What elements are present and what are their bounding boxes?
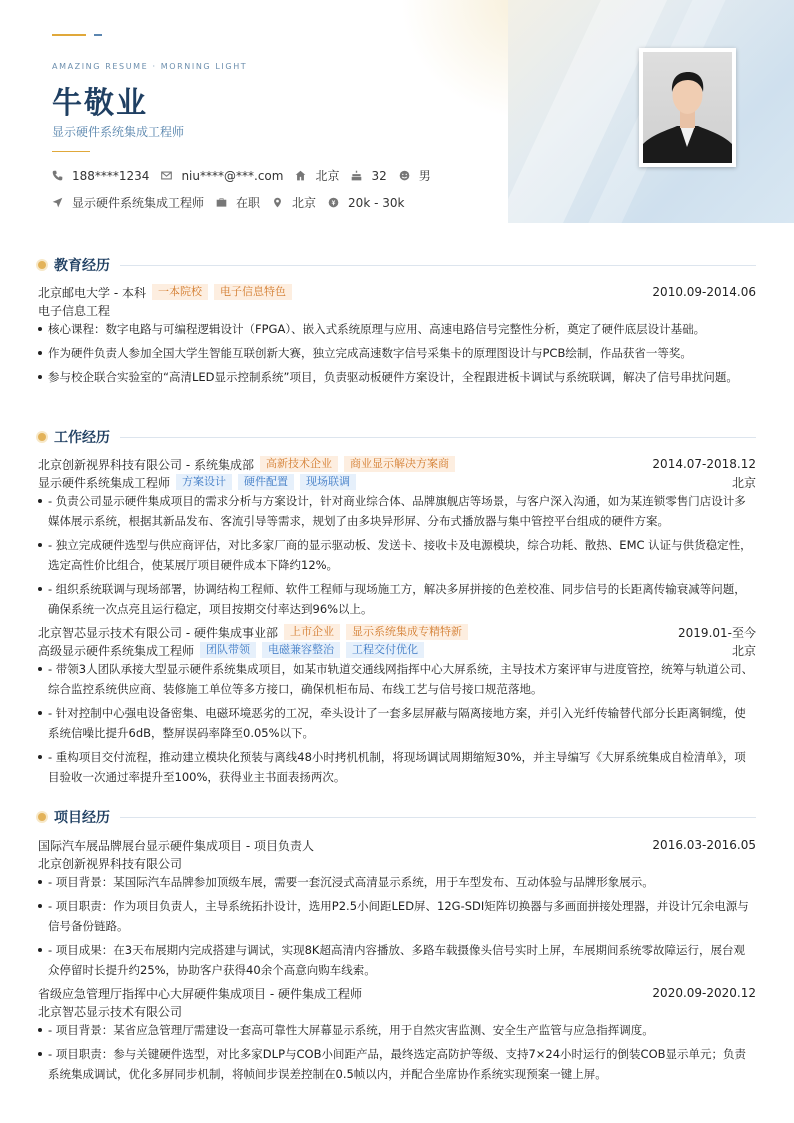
profile-photo-frame bbox=[639, 48, 736, 167]
intent-position bbox=[52, 194, 204, 211]
coin-icon bbox=[328, 197, 339, 208]
section-rule bbox=[120, 437, 756, 438]
education-bullets bbox=[38, 319, 756, 391]
list-item: - 项目职责：作为项目负责人，主导系统拓扑设计，选用P2.5小间距LED屏、12G-SDI矩阵切换器与多画面拼接处理器，并设计冗余电源与信号备份链路。 bbox=[38, 896, 756, 936]
list-item: - 组织系统联调与现场部署，协调结构工程师、软件工程师与现场施工方，解决多屏拼接的色差校准、同步信号的长距离传输衰减等问题，确保系统一次点亮且运行稳定，项目按期交付率达到96%以上。 bbox=[38, 579, 756, 619]
company-name: 北京智芯显示技术有限公司 - 硬件集成事业部 bbox=[38, 625, 278, 640]
project-company: 北京创新视界科技有限公司 bbox=[38, 856, 183, 871]
list-item: 作为硬件负责人参加全国大学生智能互联创新大赛，独立完成高速数字信号采集卡的原理图设计与PCB绘制，作品获省一等奖。 bbox=[38, 343, 756, 363]
project-name-line bbox=[38, 836, 756, 854]
position-name: 高级显示硬件系统集成工程师 bbox=[38, 643, 195, 658]
person-silhouette bbox=[643, 52, 732, 163]
contact-phone bbox=[52, 169, 149, 183]
list-item: 参与校企联合实验室的“高清LED显示控制系统”项目，负责驱动板硬件方案设计，全程跟进板卡调试与系统联调，解决了信号串扰问题。 bbox=[38, 367, 756, 387]
education-date: 2010.09-2014.06 bbox=[652, 285, 756, 299]
contact-email bbox=[161, 169, 283, 183]
list-item: - 项目背景：某省应急管理厅需建设一套高可靠性大屏幕显示系统，用于自然灾害监测、安全生产监管与应急指挥调度。 bbox=[38, 1020, 756, 1040]
list-item: - 独立完成硬件选型与供应商评估，对比多家厂商的显示驱动板、发送卡、接收卡及电源模块，综合功耗、散热、EMC 认证与供货稳定性，选定高性价比组合，使某展厅项目硬件成本下降约12%。 bbox=[38, 535, 756, 575]
position-tag: 硬件配置 bbox=[238, 474, 294, 490]
title-underline bbox=[52, 151, 90, 152]
briefcase-icon bbox=[216, 197, 227, 208]
list-item: - 针对控制中心强电设备密集、电磁环境恶劣的工况，牵头设计了一套多层屏蔽与隔离接地方案，并引入光纤传输替代部分长距离铜缆，使系统信噪比提升6dB，整屏误码率降至0.05%以下。 bbox=[38, 703, 756, 743]
position-name: 显示硬件系统集成工程师 bbox=[38, 475, 171, 490]
candidate-title: 显示硬件系统集成工程师 bbox=[52, 125, 185, 139]
section-dot bbox=[38, 433, 46, 441]
section-dot bbox=[38, 813, 46, 821]
section-title: 教育经历 bbox=[54, 258, 110, 274]
job-date: 2014.07-2018.12 bbox=[652, 457, 756, 471]
candidate-name: 牛敬业 bbox=[52, 86, 148, 121]
section-rule bbox=[120, 817, 756, 818]
contact-home bbox=[295, 167, 339, 184]
home-text: 北京 bbox=[315, 169, 340, 183]
school-tag: 一本院校 bbox=[152, 284, 208, 300]
education-major-line bbox=[38, 301, 756, 319]
tagline: AMAZING RESUME · MORNING LIGHT bbox=[52, 62, 248, 71]
list-item: - 项目职责：参与关键硬件选型，对比多家DLP与COB小间距产品，最终选定高防护等级、支持7×24小时运行的倒装COB显示单元；负责系统集成调试，优化多屏同步机制，将帧间步误差控制在0.5帧以内，并配合坐席协作系统实现预案一键上屏。 bbox=[38, 1044, 756, 1084]
section-rule bbox=[120, 265, 756, 266]
section-projects bbox=[38, 807, 756, 827]
mail-icon bbox=[161, 170, 172, 181]
phone-icon bbox=[52, 170, 63, 181]
intent-status bbox=[216, 194, 260, 211]
list-item: - 负责公司显示硬件集成项目的需求分析与方案设计，针对商业综合体、品牌旗舰店等场景，与客户深入沟通，如为某连锁零售门店设计多媒体展示系统，根据其新品发布、客流引导等需求，规划了由多块异形屏、分布式播放器与集中管控平台组成的硬件方案。 bbox=[38, 491, 756, 531]
cake-icon bbox=[351, 170, 362, 181]
job-date: 2019.01-至今 bbox=[678, 625, 756, 640]
smile-icon bbox=[399, 170, 410, 181]
contact-age bbox=[351, 169, 386, 183]
list-item: - 带领3人团队承接大型显示硬件系统集成项目，如某市轨道交通线网指挥中心大屏系统，主导技术方案评审与进度管控，统筹与轨道公司、综合监控系统供应商、装修施工单位等多方接口，确保机柜布局、布线工艺与信号接口规范落地。 bbox=[38, 659, 756, 699]
gender-text: 男 bbox=[418, 169, 431, 183]
job-bullets bbox=[38, 491, 756, 623]
project-date: 2016.03-2016.05 bbox=[652, 838, 756, 852]
list-item: 核心课程：数字电路与可编程逻辑设计（FPGA）、嵌入式系统原理与应用、高速电路信号完整性分析，奠定了硬件底层设计基础。 bbox=[38, 319, 756, 339]
school-name: 北京邮电大学 - 本科 bbox=[38, 285, 146, 300]
company-tag: 高新技术企业 bbox=[260, 456, 338, 472]
project-company-line bbox=[38, 854, 756, 872]
project-name: 省级应急管理厅指挥中心大屏硬件集成项目 - 硬件集成工程师 bbox=[38, 986, 362, 1001]
contact-gender bbox=[399, 167, 431, 184]
school-tag: 电子信息特色 bbox=[214, 284, 292, 300]
email-text: niu****@***.com bbox=[181, 168, 284, 183]
home-icon bbox=[295, 170, 306, 181]
list-item: - 项目背景：某国际汽车品牌参加顶级车展，需要一套沉浸式高清显示系统，用于车型发布、互动体验与品牌形象展示。 bbox=[38, 872, 756, 892]
phone-text: 188****1234 bbox=[72, 168, 150, 183]
job-company-line bbox=[38, 623, 756, 641]
job-city: 北京 bbox=[731, 643, 756, 658]
project-date: 2020.09-2020.12 bbox=[652, 986, 756, 1000]
project-name: 国际汽车展品牌展台显示硬件集成项目 - 项目负责人 bbox=[38, 838, 314, 853]
position-tag: 团队带领 bbox=[200, 642, 256, 658]
job-city: 北京 bbox=[731, 475, 756, 490]
accent-line-blue bbox=[94, 34, 102, 36]
list-item: - 重构项目交付流程，推动建立模块化预装与离线48小时拷机机制，将现场调试周期缩短30%，并主导编写《大屏系统集成自检清单》，项目验收一次通过率提升至100%，获得业主书面表扬两次。 bbox=[38, 747, 756, 787]
job-company-line bbox=[38, 455, 756, 473]
job-bullets bbox=[38, 659, 756, 791]
project-company: 北京智芯显示技术有限公司 bbox=[38, 1004, 183, 1019]
education-school-line bbox=[38, 283, 756, 301]
intent-salary-text: 20k - 30k bbox=[348, 195, 405, 210]
send-icon bbox=[52, 197, 63, 208]
job-position-line bbox=[38, 641, 756, 659]
position-tag: 方案设计 bbox=[176, 474, 232, 490]
company-tag: 商业显示解决方案商 bbox=[344, 456, 455, 472]
position-tag: 电磁兼容整治 bbox=[262, 642, 340, 658]
project-bullets bbox=[38, 872, 756, 984]
section-title: 工作经历 bbox=[54, 430, 110, 446]
job-position-line bbox=[38, 473, 756, 491]
section-education bbox=[38, 255, 756, 275]
project-bullets bbox=[38, 1020, 756, 1088]
major: 电子信息工程 bbox=[38, 303, 111, 318]
intent-status-text: 在职 bbox=[236, 196, 261, 210]
contact-row bbox=[52, 167, 443, 184]
age-text: 32 bbox=[371, 168, 387, 183]
section-dot bbox=[38, 261, 46, 269]
intent-position-text: 显示硬件系统集成工程师 bbox=[72, 196, 205, 210]
company-name: 北京创新视界科技有限公司 - 系统集成部 bbox=[38, 457, 254, 472]
profile-photo bbox=[643, 52, 732, 163]
company-tag: 显示系统集成专精特新 bbox=[346, 624, 468, 640]
project-company-line bbox=[38, 1002, 756, 1020]
accent-line-gold bbox=[52, 34, 86, 36]
section-work bbox=[38, 427, 756, 447]
position-tag: 工程交付优化 bbox=[346, 642, 424, 658]
job-intent-row bbox=[52, 194, 416, 211]
project-name-line bbox=[38, 984, 756, 1002]
company-tag: 上市企业 bbox=[284, 624, 340, 640]
intent-salary bbox=[328, 196, 404, 210]
section-title: 项目经历 bbox=[54, 810, 110, 826]
intent-city-text: 北京 bbox=[292, 196, 317, 210]
intent-city bbox=[272, 194, 316, 211]
position-tag: 现场联调 bbox=[300, 474, 356, 490]
list-item: - 项目成果：在3天布展期内完成搭建与调试，实现8K超高清内容播放、多路车载摄像头信号实时上屏，车展期间系统零故障运行，展台观众停留时长提升约25%，协助客户获得40余个高意向购车线索。 bbox=[38, 940, 756, 980]
location-icon bbox=[272, 197, 283, 208]
